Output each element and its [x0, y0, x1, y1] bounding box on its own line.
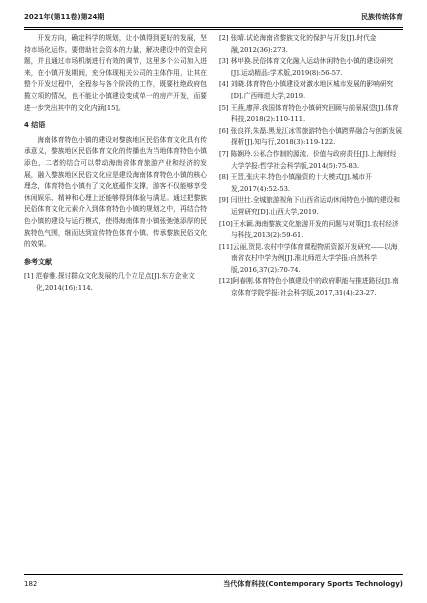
reference-item: [9] 闫世壮.全城旅游视角下山西省运动休闲特色小镇的建设和运营研究[D].山西大学,2019.: [219, 196, 400, 216]
running-header: [24, 8, 403, 22]
reference-item: [4] 刘晓.体育特色小镇建设对激水地区城市发展的影响研究[D].广西师范大学,2019.: [219, 80, 394, 100]
reference-item: [3] 林甲换.民俗体育文化融入运动休闲特色小镇的建设研究[J].运动精品:学术版,2019(8):56-57.: [219, 57, 394, 77]
reference-item: [5] 王燕,廖萍.我国体育特色小镇研究回顾与前景展望[J].体育科技,2018(2):110-111.: [219, 103, 399, 124]
column-label: 民族传统体育: [361, 13, 403, 21]
issue-label: 2021年(第11卷)第24期: [24, 13, 105, 21]
reference-item: [6] 张良祥,朱磊.黑龙江冰雪旅游特色小镇跨界融合与创新发展探析[J].知与行,2018(3):119-122.: [219, 126, 403, 147]
conclusion-paragraph: 海南体育特色小镇的建设对黎族地区民俗体育文化具有传承意义，黎族地区民俗体育文化的传播也为当地体育特色小镇添色，二者的结合可以带动海南省体育旅游产业和经济的发展，融入黎族地区民俗文化应是建设海南体育特色小镇的核心理念，体育特色小镇有了文化底蕴作支撑，游客不仅能够享受休闲娱乐、精神和心理上还能够得到体验与满足。通过把黎族民俗体育文化元素介入到体育特色小镇的规划之中，再结合特色小镇的建设与运行模式，使得海南体育小镇张弛弛添厚的民族特色气围，继而达到宣传特色体育小镇、传承黎族民俗文化的效果。: [24, 135, 207, 249]
reference-item: [8] 王晋,张庆丰.特色小镇融资的十大模式[J].城市开发,2017(4):52-53.: [219, 173, 372, 193]
page-number: 182: [24, 580, 38, 588]
intro-paragraph: 开发方向，确定科学的规划，让小镇得到更好的发展，坚持市场化运作。要借助社会资本的力量，解决建设中的资金问题，并且通过市场机制进行有效的调节，这里多个公司加入进来，在小镇开发期间，充分体现相关公司的主体作用，让其在整个开发过程中，全程参与各个阶段的工作，既要杜绝政府包揽立项的情况，也不能让小镇建设变成单一的房产开发，而要进一步突出其中的文化内涵[15]。: [24, 34, 207, 112]
left-column: [24, 33, 207, 294]
right-column: [219, 33, 403, 300]
running-footer: [24, 578, 403, 590]
reference-item: [1] 范春雅.探讨群众文化发展的几个立足点[J].东方企业文化,2014(16):114.: [24, 272, 195, 292]
journal-name: 当代体育科技(Contemporary Sports Technology): [223, 580, 403, 588]
section-title: 4 结语: [24, 121, 46, 130]
footer-rule: [24, 574, 403, 575]
reference-item: [11]云丽,贺昆.农村中学体育课程物质资源开发研究——以海南省农村中学为例[J].淮北师范大学学报:自然科学版,2016,37(2):70-74.: [219, 242, 398, 274]
header-rule: [24, 27, 403, 28]
reference-item: [10]王水颖.海南黎族文化旅游开发的问题与对策[J].农村经济与科技,2013(2):59-61.: [219, 219, 399, 240]
reference-item: [12]阿春刚.体育特色小镇建设中的政府职能与推进路径[J].南京体育学院学报:社会科学版,2017,31(4):23-27.: [219, 277, 399, 298]
references-title: 参考文献: [24, 257, 52, 266]
reference-item: [7] 陈娴玲.公私合作制的源流、价值与政府责任[J].上海财经大学学报:哲学社会科学版,2014(5):75-83.: [219, 149, 397, 170]
header-rule-thin: [24, 29, 403, 30]
reference-item: [2] 张晴.试论海南省黎族文化的保护与开发[J].时代金融,2012(36):273.: [219, 34, 377, 54]
